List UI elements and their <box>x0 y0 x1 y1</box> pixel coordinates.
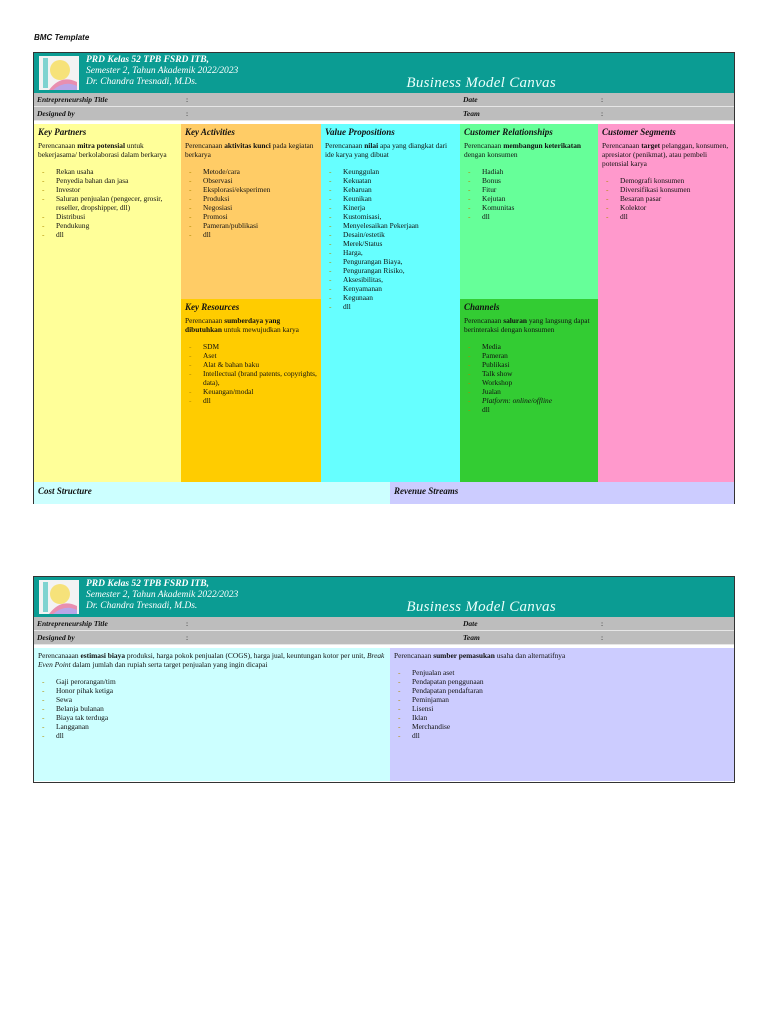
customer-relationships-list <box>464 167 594 221</box>
key-activities-list <box>185 167 317 239</box>
list-item: - dll <box>189 396 317 405</box>
info-row-designer <box>34 107 734 121</box>
value-propositions-block <box>321 124 460 482</box>
key-activities-title: Key Activities <box>185 127 235 137</box>
course-info <box>86 579 238 612</box>
canvas-header <box>34 53 734 93</box>
key-partners-list <box>38 167 177 239</box>
customer-relationships-block <box>460 124 598 299</box>
list-item: - Pameran <box>468 351 594 360</box>
revenue-streams-title: Revenue Streams <box>390 482 735 504</box>
document-label: BMC Template <box>34 33 90 42</box>
list-item: - Eksplorasi/eksperimen <box>189 185 317 194</box>
list-item: - Talk show <box>468 369 594 378</box>
list-item: - dll <box>398 731 732 740</box>
list-item: - Lisensi <box>398 704 732 713</box>
designed-by-label: Designed by <box>37 109 75 118</box>
colon: : <box>601 109 604 118</box>
list-item: - Kegunaan <box>329 293 456 302</box>
list-item: - Menyelesaikan Pekerjaan <box>329 221 456 230</box>
business-model-canvas-main <box>33 52 735 504</box>
canvas-title: Business Model Canvas <box>406 75 556 91</box>
list-item: - Saluran penjualan (pengecer, grosir, reseller, dropshipper, dll) <box>42 194 177 212</box>
canvas-grid <box>34 124 734 482</box>
list-item: - Besaran pasar <box>606 194 732 203</box>
course-line-1: PRD Kelas 52 TPB FSRD ITB, <box>86 579 209 589</box>
list-item: - Langganan <box>42 722 386 731</box>
key-resources-list <box>185 342 317 405</box>
course-line-3: Dr. Chandra Tresnadi, M.Ds. <box>86 77 198 87</box>
colon: : <box>601 633 604 642</box>
list-item: - Produksi <box>189 194 317 203</box>
customer-relationships-title: Customer Relationships <box>464 127 553 137</box>
list-item: - Peminjaman <box>398 695 732 704</box>
list-item: - dll <box>329 302 456 311</box>
cost-revenue-body <box>34 648 734 781</box>
list-item: - Aset <box>189 351 317 360</box>
list-item: - Aksesibilitas, <box>329 275 456 284</box>
list-item: - Komunitas <box>468 203 594 212</box>
list-item: - Biaya tak terduga <box>42 713 386 722</box>
list-item: - Pendukung <box>42 221 177 230</box>
customer-segments-list <box>602 176 732 221</box>
cost-structure-list <box>38 677 386 740</box>
list-item: - Gaji perorangan/tim <box>42 677 386 686</box>
key-activities-description: Perencanaan aktivitas kunci pada kegiatan berkarya <box>185 141 314 159</box>
info-row-title <box>34 93 734 107</box>
business-model-canvas-cost-revenue <box>33 576 735 783</box>
cost-structure-description: Perencanaaan estimasi biaya produksi, harga pokok penjualan (COGS), harga jual, keuntungan kotor per unit, Break Even Point dalam jumlah dan rupiah serta target penjualan yang ingin dicapai <box>38 651 385 669</box>
course-line-3: Dr. Chandra Tresnadi, M.Ds. <box>86 601 198 611</box>
list-item: - Pameran/publikasi <box>189 221 317 230</box>
canvas-title: Business Model Canvas <box>406 599 556 615</box>
colon: : <box>186 95 189 104</box>
list-item: - Belanja bulanan <box>42 704 386 713</box>
value-propositions-title: Value Propositions <box>325 127 395 137</box>
course-line-1: PRD Kelas 52 TPB FSRD ITB, <box>86 55 209 65</box>
list-item: - Pengurangan Biaya, <box>329 257 456 266</box>
list-item: - dll <box>189 230 317 239</box>
entrepreneurship-title-label: Entrepreneurship Title <box>37 619 108 628</box>
value-propositions-description: Perencanaan nilai apa yang diangkat dari ide karya yang dibuat <box>325 141 448 159</box>
list-item: - Demografi konsumen <box>606 176 732 185</box>
entrepreneurship-title-label: Entrepreneurship Title <box>37 95 108 104</box>
list-item: - Intellectual (brand patents, copyrights, data), <box>189 369 317 387</box>
list-item: - Pengurangan Risiko, <box>329 266 456 275</box>
key-resources-block <box>181 299 321 482</box>
list-item: - Kejutan <box>468 194 594 203</box>
channels-list <box>464 342 594 414</box>
list-item: - Hadiah <box>468 167 594 176</box>
team-label: Team <box>463 109 480 118</box>
date-label: Date <box>463 95 478 104</box>
list-item: - dll <box>42 731 386 740</box>
colon: : <box>186 109 189 118</box>
itb-logo-icon <box>39 580 79 614</box>
key-partners-block <box>34 124 181 482</box>
list-item: - Penjualan aset <box>398 668 732 677</box>
list-item: - Kekuatan <box>329 176 456 185</box>
channels-title: Channels <box>464 302 500 312</box>
key-partners-description: Perencanaan mitra potensial untuk bekerjasama/ berkolaborasi dalam berkarya <box>38 141 167 159</box>
list-item: - Distribusi <box>42 212 177 221</box>
course-line-2: Semester 2, Tahun Akademik 2022/2023 <box>86 590 239 600</box>
list-item: - Penyedia bahan dan jasa <box>42 176 177 185</box>
team-label: Team <box>463 633 480 642</box>
key-resources-description: Perencanaan sumberdaya yang dibutuhkan untuk mewujudkan karya <box>185 316 299 334</box>
colon: : <box>601 619 604 628</box>
colon: : <box>601 95 604 104</box>
list-item: - Harga, <box>329 248 456 257</box>
list-item: - dll <box>468 405 594 414</box>
revenue-streams-block <box>390 648 735 781</box>
customer-segments-title: Customer Segments <box>602 127 676 137</box>
list-item: - Keunggulan <box>329 167 456 176</box>
list-item: - Jualan <box>468 387 594 396</box>
list-item: - Negosiasi <box>189 203 317 212</box>
channels-block <box>460 299 598 482</box>
list-item: - SDM <box>189 342 317 351</box>
list-item: - Fitur <box>468 185 594 194</box>
colon: : <box>186 633 189 642</box>
customer-segments-description: Perencanaan target pelanggan, konsumen, apresiator (penikmat), atau pembeli potensial karya <box>602 141 729 168</box>
key-resources-title: Key Resources <box>185 302 240 312</box>
colon: : <box>186 619 189 628</box>
revenue-streams-description: Perencanaan sumber pemasukan usaha dan alternatifnya <box>394 651 566 660</box>
list-item: - Honor pihak ketiga <box>42 686 386 695</box>
list-item: - Kinerja <box>329 203 456 212</box>
bottom-bar <box>34 482 734 504</box>
list-item: - Iklan <box>398 713 732 722</box>
list-item: - Kebaruan <box>329 185 456 194</box>
list-item: - Publikasi <box>468 360 594 369</box>
value-propositions-list <box>325 167 456 311</box>
list-item: - Promosi <box>189 212 317 221</box>
customer-segments-block <box>598 124 735 482</box>
list-item: - Kustomisasi, <box>329 212 456 221</box>
designed-by-label: Designed by <box>37 633 75 642</box>
list-item: - Rekan usaha <box>42 167 177 176</box>
list-item: - Platform: online/offline <box>468 396 594 405</box>
list-item: - Keunikan <box>329 194 456 203</box>
info-row-title <box>34 617 734 631</box>
list-item: - Workshop <box>468 378 594 387</box>
list-item: - Alat & bahan baku <box>189 360 317 369</box>
list-item: - Media <box>468 342 594 351</box>
list-item: - Pendapatan pendaftaran <box>398 686 732 695</box>
cost-structure-block <box>34 648 390 781</box>
list-item: - dll <box>606 212 732 221</box>
customer-relationships-description: Perencanaan membangun keterikatan dengan konsumen <box>464 141 581 159</box>
canvas-header <box>34 577 734 617</box>
list-item: - Pendapatan penggunaan <box>398 677 732 686</box>
key-partners-title: Key Partners <box>38 127 87 137</box>
list-item: - Merek/Status <box>329 239 456 248</box>
revenue-streams-list <box>394 668 732 740</box>
list-item: - Kenyamanan <box>329 284 456 293</box>
list-item: - Kolektor <box>606 203 732 212</box>
date-label: Date <box>463 619 478 628</box>
list-item: - Desain/estetik <box>329 230 456 239</box>
list-item: - Investor <box>42 185 177 194</box>
list-item: - Keuangan/modal <box>189 387 317 396</box>
itb-logo-icon <box>39 56 79 90</box>
list-item: - Diversifikasi konsumen <box>606 185 732 194</box>
cost-structure-title: Cost Structure <box>34 482 390 504</box>
list-item: - Bonus <box>468 176 594 185</box>
list-item: - Observasi <box>189 176 317 185</box>
list-item: - Merchandise <box>398 722 732 731</box>
channels-description: Perencanaan saluran yang langsung dapat berinteraksi dengan konsumen <box>464 316 590 334</box>
course-info <box>86 55 238 88</box>
key-activities-block <box>181 124 321 299</box>
course-line-2: Semester 2, Tahun Akademik 2022/2023 <box>86 66 239 76</box>
list-item: - Sewa <box>42 695 386 704</box>
list-item: - dll <box>42 230 177 239</box>
info-row-designer <box>34 631 734 645</box>
list-item: - dll <box>468 212 594 221</box>
list-item: - Metode/cara <box>189 167 317 176</box>
